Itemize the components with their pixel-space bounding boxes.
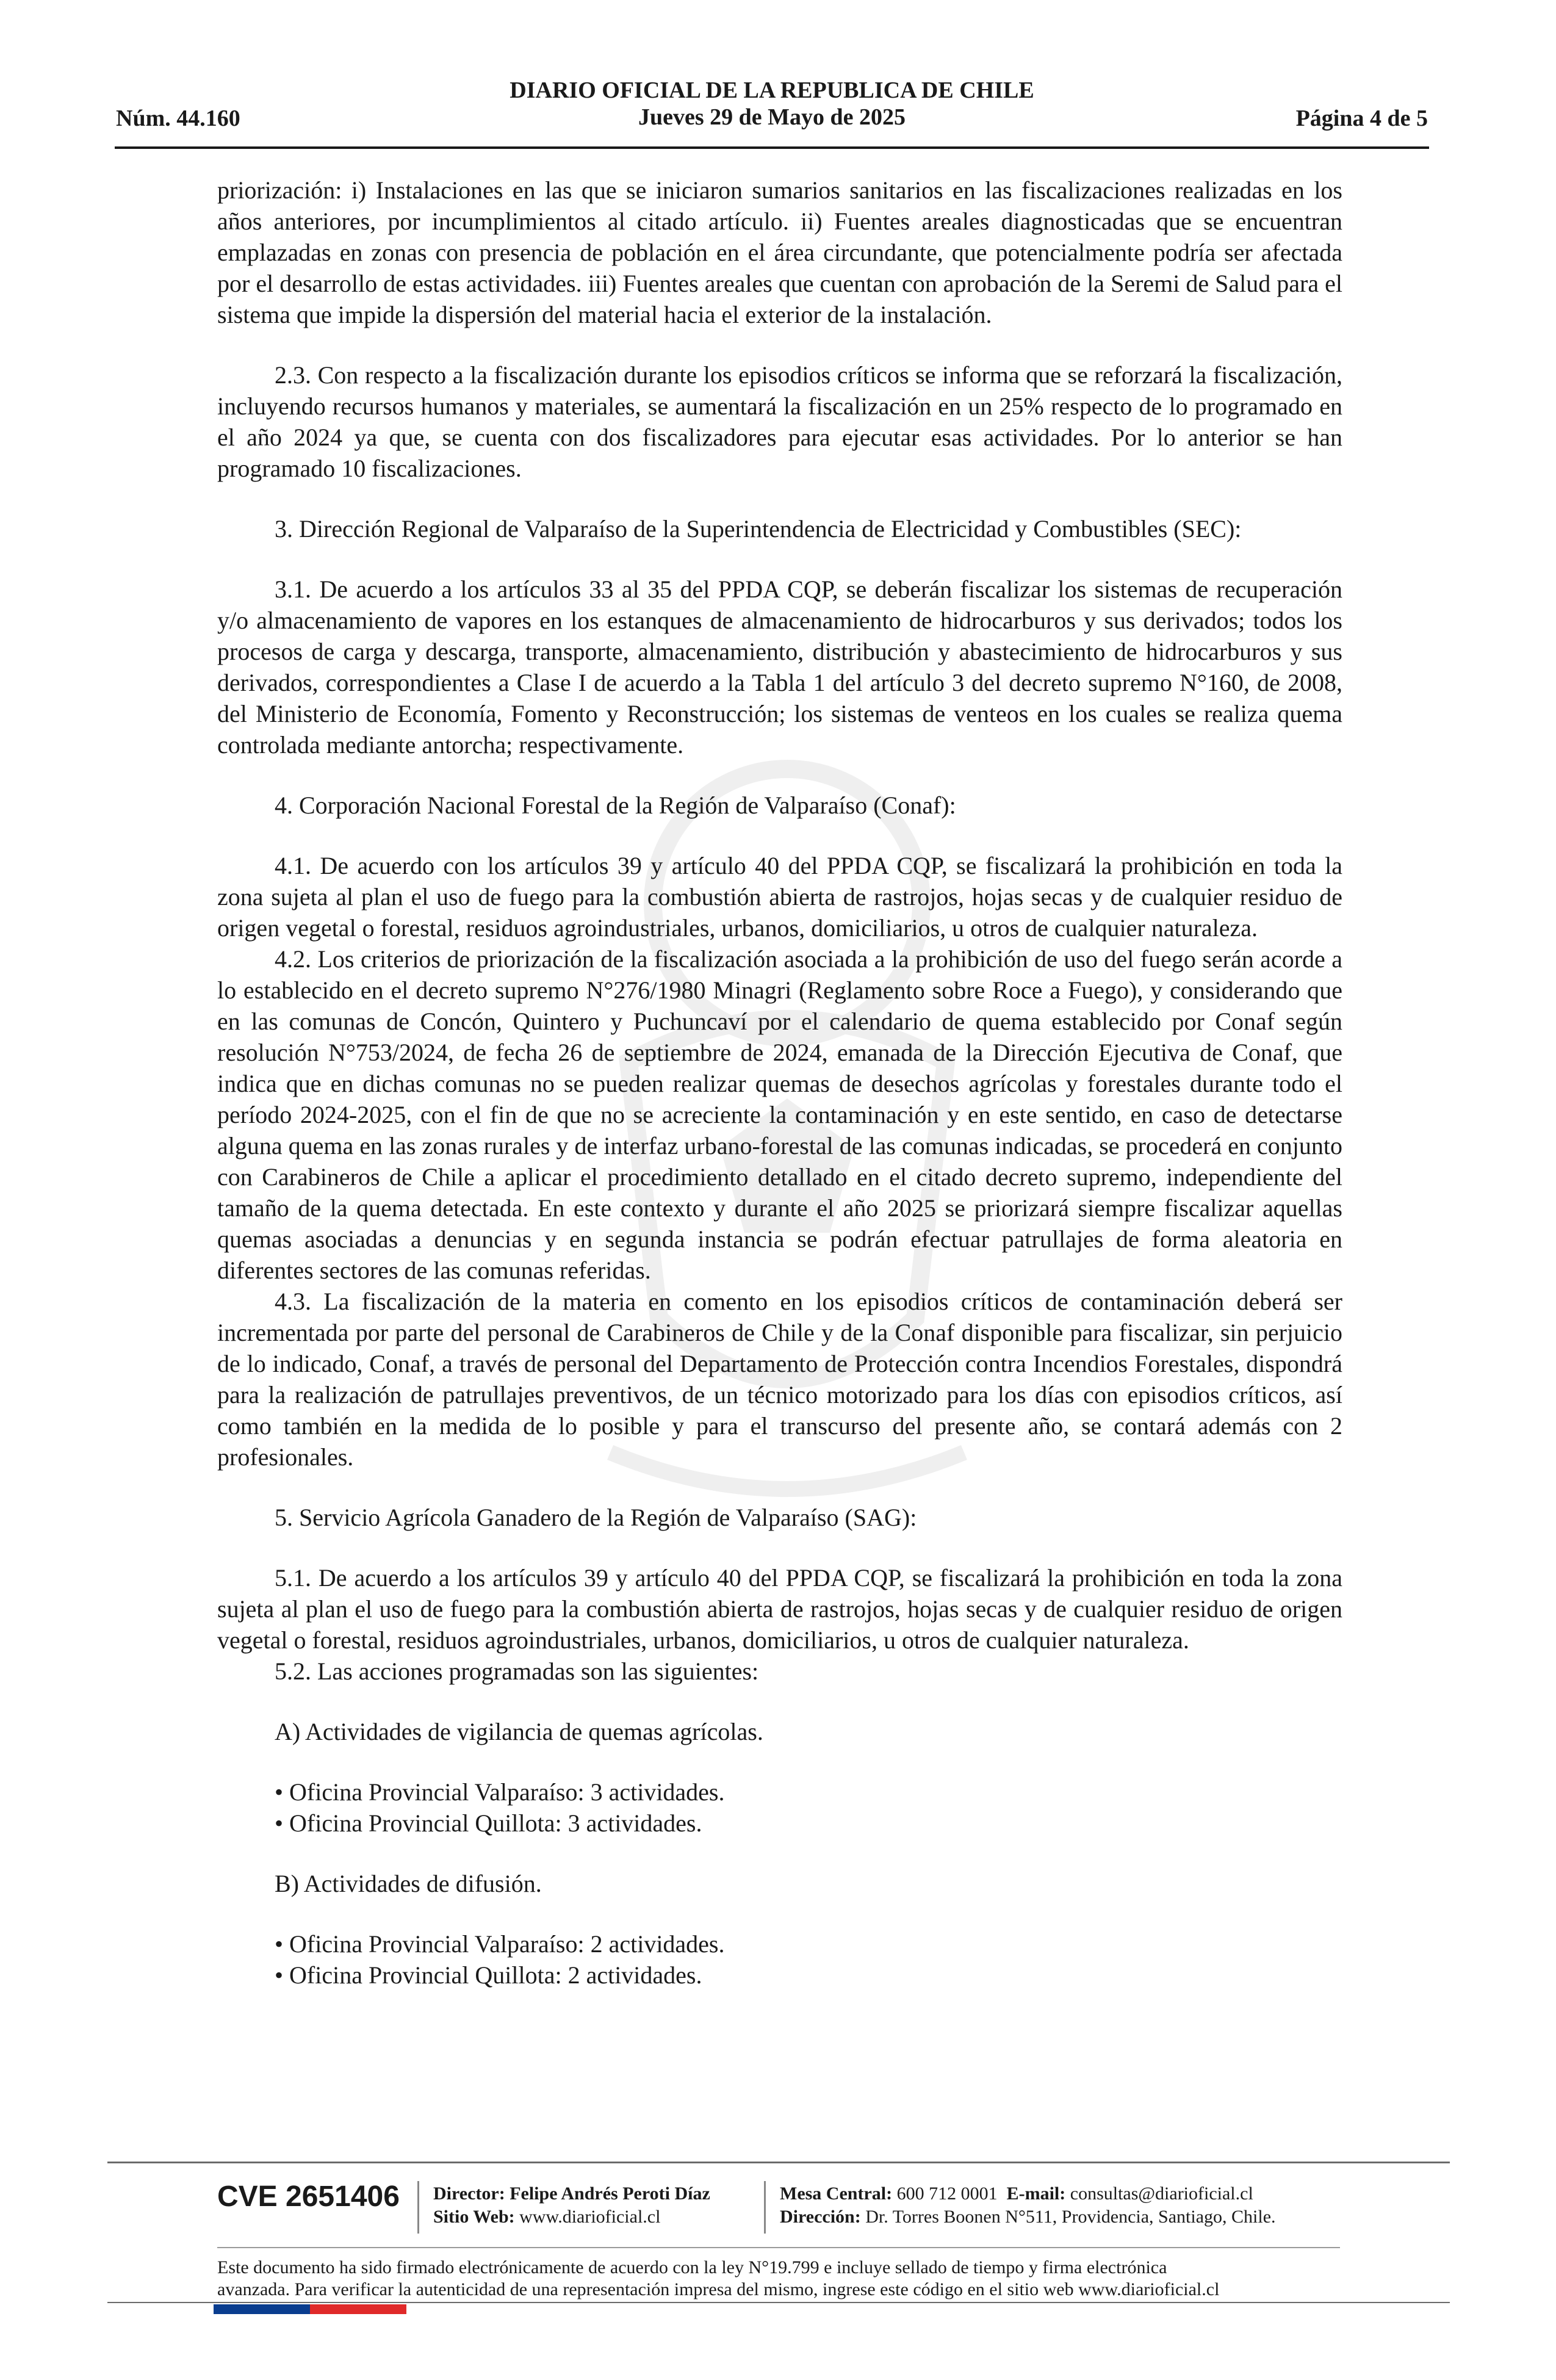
issue-number: Núm. 44.160 [116, 106, 240, 131]
header-title [115, 77, 1429, 131]
paragraph-prioritization: priorización: i) Instalaciones en las que se iniciaron sumarios sanitarios en las fiscalizaciones realizadas en los años anteriores, por incumplimientos al citado artículo. ii) Fuentes areales diagnosticadas que se encuentran emplazadas en zonas con presencia de población en el área circundante, que potencialmente podría ser afectada por el desarrollo de estas actividades. iii) Fuentes areales que cuentan con aprobación de la Seremi de Salud para el sistema que impide la dispersión del material hacia el exterior de la instalación. [217, 176, 1342, 328]
paragraph-5-1: 5.1. De acuerdo a los artículos 39 y artículo 40 del PPDA CQP, se fiscalizará la prohibición en toda la zona sujeta al plan el uso de fuego para la combustión abierta de rastrojos, hojas secas y de cualquier residuo de origen vegetal o forestal, residuos agroindustriales, urbanos, domiciliarios, u otros de cualquier naturaleza. [217, 1564, 1342, 1654]
paragraph-4-1: 4.1. De acuerdo con los artículos 39 y artículo 40 del PPDA CQP, se fiscalizará la prohibición en toda la zona sujeta al plan el uso de fuego para la combustión abierta de rastrojos, hojas secas y de cualquier residuo de origen vegetal o forestal, residuos agroindustriales, urbanos, domiciliarios, u otros de cualquier naturaleza. [217, 852, 1342, 942]
legal-notice [217, 2257, 1346, 2301]
subheading-diffusion: B) Actividades de difusión. [275, 1870, 542, 1897]
flag-color-bar [214, 2304, 406, 2314]
flag-blue-segment [214, 2304, 310, 2314]
address-value: Dr. Torres Boonen N°511, Providencia, Santiago, Chile. [865, 2207, 1276, 2227]
list-item: • Oficina Provincial Valparaíso: 2 actividades. [275, 1930, 725, 1958]
subheading-vigilance: A) Actividades de vigilancia de quemas agrícolas. [275, 1718, 763, 1745]
list-item: • Oficina Provincial Quillota: 2 actividades. [275, 1961, 702, 1989]
paragraph-3-1: 3.1. De acuerdo a los artículos 33 al 35 del PPDA CQP, se deberán fiscalizar los sistemas de recuperación y/o almacenamiento de vapores en los estanques de almacenamiento de hidrocarburos y sus derivados; todos los procesos de carga y descarga, transporte, almacenamiento, distribución y abastecimiento de hidrocarburos y sus derivados, correspondientes a Clase I de acuerdo a la Tabla 1 del artículo 3 del decreto supremo N°160, de 2008, del Ministerio de Economía, Fomento y Reconstrucción; los sistemas de venteos en los cuales se realiza quema controlada mediante antorcha; respectivamente. [217, 575, 1342, 759]
issue-date: Jueves 29 de Mayo de 2025 [638, 104, 906, 130]
footer-divider [764, 2181, 766, 2234]
section-heading-sag: 5. Servicio Agrícola Ganadero de la Región de Valparaíso (SAG): [275, 1504, 917, 1531]
cve-code: CVE 2651406 [217, 2180, 400, 2213]
document-body [217, 175, 1342, 1991]
section-heading-conaf: 4. Corporación Nacional Forestal de la Región de Valparaíso (Conaf): [275, 792, 956, 819]
page-indicator: Página 4 de 5 [1295, 106, 1428, 131]
footer-bottom-rule [107, 2302, 1450, 2303]
list-item: • Oficina Provincial Quillota: 3 actividades. [275, 1809, 702, 1837]
footer-divider [417, 2181, 419, 2234]
paragraph-4-2: 4.2. Los criterios de priorización de la fiscalización asociada a la prohibición de uso del fuego serán acorde a lo establecido en el decreto supremo N°276/1980 Minagri (Reglamento sobre Roce a Fuego), y considerando que en las comunas de Concón, Quintero y Puchuncaví por el calendario de quema establecido por Conaf según resolución N°753/2024, de fecha 26 de septiembre de 2024, emanada de la Dirección Ejecutiva de Conaf, que indica que en dichas comunas no se pueden realizar quemas de desechos agrícolas y forestales durante todo el período 2024-2025, con el fin de que no se acreciente la contaminación y en este sentido, en caso de detectarse alguna quema en las zonas rurales y de interfaz urbano-forestal de las comunas indicadas, se procederá en conjunto con Carabineros de Chile a aplicar el procedimiento detallado en el citado decreto supremo, independiente del tamaño de la quema detectada. En este contexto y durante el año 2025 se priorizará siempre fiscalizar aquellas quemas asociadas a denuncias y en segunda instancia se podrán efectuar patrullajes de forma aleatoria en diferentes sectores de las comunas referidas. [217, 945, 1342, 1284]
director-name: Felipe Andrés Peroti Díaz [510, 2183, 710, 2204]
list-item: • Oficina Provincial Valparaíso: 3 actividades. [275, 1778, 725, 1806]
paragraph-4-3: 4.3. La fiscalización de la materia en comento en los episodios críticos de contaminación deberá ser incrementada por parte del personal de Carabineros de Chile y de la Conaf disponible para fiscalizar, sin perjuicio de lo indicado, Conaf, a través de personal del Departamento de Protección contra Incendios Forestales, dispondrá para la realización de patrullajes preventivos, de un técnico motorizado para los días con episodios críticos, así como también en la medida de lo posible y para el transcurso del presente año, se contará además con 2 profesionales. [217, 1288, 1342, 1471]
section-heading-sec: 3. Dirección Regional de Valparaíso de la Superintendencia de Electricidad y Combustibles (SEC): [275, 515, 1242, 543]
paragraph-2-3: 2.3. Con respecto a la fiscalización durante los episodios críticos se informa que se reforzará la fiscalización, incluyendo recursos humanos y materiales, se aumentará la fiscalización en un 25% respecto de lo programado en el año 2024 ya que, se cuenta con dos fiscalizadores para ejecutar esas actividades. Por lo anterior se han programado 10 fiscalizaciones. [217, 361, 1342, 482]
web-label: Sitio Web: [433, 2207, 515, 2227]
paragraph-5-2: 5.2. Las acciones programadas son las siguientes: [275, 1657, 759, 1685]
email-link[interactable]: consultas@diarioficial.cl [1070, 2183, 1253, 2204]
address-label: Dirección: [780, 2207, 861, 2227]
footer-mid-rule [217, 2247, 1340, 2248]
phone-label: Mesa Central: [780, 2183, 893, 2204]
gazette-title: DIARIO OFICIAL DE LA REPUBLICA DE CHILE [510, 78, 1034, 103]
phone-number: 600 712 0001 [896, 2183, 998, 2204]
email-label: E-mail: [1006, 2183, 1066, 2204]
legal-line-2: avanzada. Para verificar la autenticidad de una representación impresa del mismo, ingrese este código en el sitio web www.diarioficial.cl [217, 2279, 1220, 2299]
flag-red-segment [310, 2304, 406, 2314]
legal-line-1: Este documento ha sido firmado electrónicamente de acuerdo con la ley N°19.799 e incluye sellado de tiempo y firma electrónica [217, 2257, 1167, 2277]
footer-top-rule [107, 2162, 1450, 2163]
list-diffusion [217, 1928, 1342, 1991]
list-vigilance [217, 1776, 1342, 1839]
footer-director-block [433, 2182, 710, 2229]
footer-contact-block [780, 2182, 1276, 2229]
page-header [115, 73, 1429, 149]
director-label: Director: [433, 2183, 505, 2204]
web-link[interactable]: www.diarioficial.cl [519, 2207, 661, 2227]
